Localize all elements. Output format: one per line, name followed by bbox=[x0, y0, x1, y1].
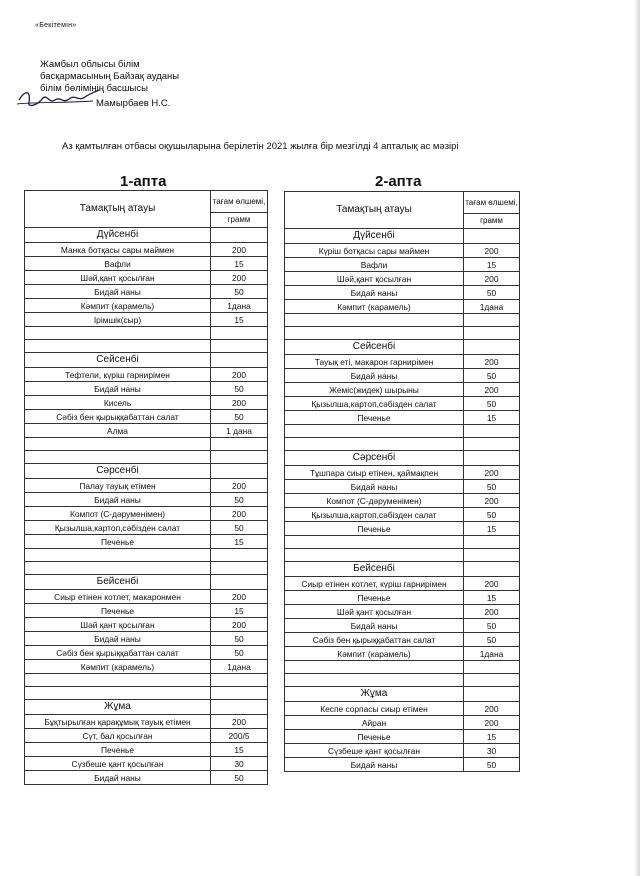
dish-name: Вафли bbox=[285, 258, 464, 272]
day-amount-empty bbox=[464, 562, 520, 577]
day-amount-empty bbox=[211, 700, 268, 715]
dish-amount: 50 bbox=[464, 369, 520, 383]
empty-cell bbox=[285, 661, 464, 674]
empty-cell bbox=[211, 438, 268, 451]
day-amount-empty bbox=[464, 340, 520, 355]
spacer-row bbox=[285, 549, 520, 562]
empty-cell bbox=[285, 549, 464, 562]
table-row bbox=[25, 743, 268, 757]
dish-amount: 200 bbox=[211, 479, 268, 493]
table-row bbox=[285, 619, 520, 633]
table-row bbox=[25, 493, 268, 507]
dish-name: Кәмпит (карамель) bbox=[285, 647, 464, 661]
signatory-line-1: Жамбыл облысы білім bbox=[40, 59, 140, 70]
week-2-title: 2-апта bbox=[375, 173, 422, 190]
table-row bbox=[25, 535, 268, 549]
day-amount-empty bbox=[211, 353, 268, 368]
dish-name: Печенье bbox=[285, 591, 464, 605]
table-row bbox=[25, 757, 268, 771]
dish-amount: 15 bbox=[464, 258, 520, 272]
dish-name: Кәмпит (карамель) bbox=[25, 299, 211, 313]
table-row bbox=[25, 604, 268, 618]
column-header-unit: тағам өлшемі, bbox=[464, 192, 520, 214]
dish-name: Кисель bbox=[25, 396, 211, 410]
dish-amount: 15 bbox=[211, 604, 268, 618]
table-row bbox=[285, 702, 520, 716]
table-row bbox=[25, 479, 268, 493]
dish-name: Сүзбеше қант қосылған bbox=[285, 744, 464, 758]
spacer-row bbox=[285, 536, 520, 549]
day-header-row bbox=[25, 575, 268, 590]
spacer-row bbox=[285, 327, 520, 340]
empty-cell bbox=[285, 536, 464, 549]
day-header-row bbox=[285, 451, 520, 466]
dish-amount: 50 bbox=[464, 758, 520, 772]
empty-cell bbox=[211, 451, 268, 464]
dish-name: Шәй,қант қосылған bbox=[285, 272, 464, 286]
table-row bbox=[285, 647, 520, 661]
approval-stamp: «Бекітемін» bbox=[35, 22, 77, 29]
column-header-gram: грамм bbox=[464, 214, 520, 229]
table-row bbox=[285, 258, 520, 272]
day-name: Дүйсенбі bbox=[25, 228, 211, 243]
empty-cell bbox=[464, 327, 520, 340]
dish-name: Кәмпит (карамель) bbox=[285, 300, 464, 314]
dish-amount: 200 bbox=[464, 355, 520, 369]
dish-name: Тұшпара сиыр етінен, қаймақпен bbox=[285, 466, 464, 480]
empty-cell bbox=[464, 425, 520, 438]
dish-amount: 1дана bbox=[464, 647, 520, 661]
dish-name: Печенье bbox=[25, 535, 211, 549]
table-row bbox=[25, 729, 268, 743]
scan-edge-shadow bbox=[634, 0, 640, 876]
dish-name: Қызылша,картоп,сәбізден салат bbox=[285, 397, 464, 411]
table-row bbox=[25, 660, 268, 674]
table-row bbox=[285, 716, 520, 730]
empty-cell bbox=[25, 674, 211, 687]
table-row bbox=[285, 272, 520, 286]
dish-name: Бидай наны bbox=[285, 758, 464, 772]
empty-cell bbox=[25, 562, 211, 575]
dish-amount: 200 bbox=[464, 577, 520, 591]
dish-name: Тауық еті, макарон гарнирімен bbox=[285, 355, 464, 369]
empty-cell bbox=[25, 451, 211, 464]
day-name: Сейсенбі bbox=[285, 340, 464, 355]
empty-cell bbox=[211, 562, 268, 575]
dish-name: Печенье bbox=[285, 730, 464, 744]
dish-name: Сәбіз бен қырыққабаттан салат bbox=[25, 646, 211, 660]
table-row bbox=[285, 494, 520, 508]
table-row bbox=[285, 730, 520, 744]
table-row bbox=[285, 411, 520, 425]
dish-name: Бұқтырылған қарақұмық тауық етімен bbox=[25, 715, 211, 729]
dish-amount: 50 bbox=[464, 633, 520, 647]
dish-name: Сиыр етінен котлет, күріш гарнирімен bbox=[285, 577, 464, 591]
dish-amount: 200 bbox=[464, 383, 520, 397]
table-row bbox=[285, 300, 520, 314]
table-row bbox=[25, 507, 268, 521]
table-row bbox=[285, 480, 520, 494]
spacer-row bbox=[285, 438, 520, 451]
dish-amount: 15 bbox=[464, 522, 520, 536]
table-row bbox=[25, 299, 268, 313]
table-row bbox=[285, 397, 520, 411]
dish-name: Печенье bbox=[285, 411, 464, 425]
table-row bbox=[25, 632, 268, 646]
empty-cell bbox=[464, 438, 520, 451]
empty-cell bbox=[285, 314, 464, 327]
dish-name: Сүт, бал қосылған bbox=[25, 729, 211, 743]
table-row bbox=[25, 257, 268, 271]
dish-name: Сиыр етінен котлет, макаронмен bbox=[25, 590, 211, 604]
dish-amount: 200 bbox=[211, 368, 268, 382]
table-row bbox=[285, 369, 520, 383]
dish-amount: 50 bbox=[211, 646, 268, 660]
dish-name: Сәбіз бен қырыққабаттан салат bbox=[25, 410, 211, 424]
table-row bbox=[25, 424, 268, 438]
dish-amount: 50 bbox=[211, 521, 268, 535]
dish-amount: 1дана bbox=[211, 299, 268, 313]
dish-name: Бидай наны bbox=[25, 285, 211, 299]
empty-cell bbox=[211, 674, 268, 687]
table-row bbox=[285, 744, 520, 758]
day-header-row bbox=[25, 228, 268, 243]
empty-cell bbox=[464, 674, 520, 687]
dish-amount: 200 bbox=[211, 243, 268, 257]
column-header-gram: грамм bbox=[211, 213, 268, 228]
dish-amount: 200 bbox=[211, 590, 268, 604]
dish-amount: 50 bbox=[464, 480, 520, 494]
table-row bbox=[285, 605, 520, 619]
day-header-row bbox=[285, 229, 520, 244]
dish-amount: 50 bbox=[464, 619, 520, 633]
signatory-line-3: білім бөлімінің басшысы bbox=[40, 83, 148, 94]
dish-amount: 50 bbox=[211, 410, 268, 424]
dish-amount: 1дана bbox=[464, 300, 520, 314]
day-amount-empty bbox=[211, 228, 268, 243]
dish-amount: 1 дана bbox=[211, 424, 268, 438]
dish-amount: 200 bbox=[464, 272, 520, 286]
empty-cell bbox=[25, 438, 211, 451]
table-row bbox=[285, 508, 520, 522]
day-amount-empty bbox=[464, 229, 520, 244]
spacer-row bbox=[25, 327, 268, 340]
dish-amount: 50 bbox=[211, 771, 268, 785]
dish-amount: 50 bbox=[211, 285, 268, 299]
empty-cell bbox=[285, 327, 464, 340]
dish-amount: 200 bbox=[464, 466, 520, 480]
table-row bbox=[285, 591, 520, 605]
dish-amount: 30 bbox=[211, 757, 268, 771]
table-row bbox=[25, 646, 268, 660]
empty-cell bbox=[211, 549, 268, 562]
empty-cell bbox=[464, 549, 520, 562]
day-name: Жұма bbox=[285, 687, 464, 702]
empty-cell bbox=[211, 687, 268, 700]
table-row bbox=[285, 244, 520, 258]
table-row bbox=[25, 410, 268, 424]
dish-amount: 15 bbox=[211, 535, 268, 549]
dish-name: Бидай наны bbox=[285, 369, 464, 383]
week-2-menu-table bbox=[284, 191, 520, 772]
table-row bbox=[285, 355, 520, 369]
day-header-row bbox=[285, 562, 520, 577]
table-row bbox=[25, 271, 268, 285]
dish-amount: 50 bbox=[464, 508, 520, 522]
day-name: Сейсенбі bbox=[25, 353, 211, 368]
dish-name: Сүзбеше қант қосылған bbox=[25, 757, 211, 771]
dish-amount: 200 bbox=[211, 507, 268, 521]
dish-name: Бидай наны bbox=[285, 619, 464, 633]
dish-amount: 200 bbox=[464, 716, 520, 730]
dish-amount: 15 bbox=[211, 743, 268, 757]
day-amount-empty bbox=[464, 451, 520, 466]
day-name: Бейсенбі bbox=[25, 575, 211, 590]
table-row bbox=[25, 396, 268, 410]
dish-amount: 15 bbox=[464, 411, 520, 425]
spacer-row bbox=[285, 674, 520, 687]
dish-amount: 200 bbox=[464, 605, 520, 619]
spacer-row bbox=[285, 661, 520, 674]
table-row bbox=[25, 521, 268, 535]
table-row bbox=[25, 590, 268, 604]
dish-name: Палау тауық етімен bbox=[25, 479, 211, 493]
handwritten-signature bbox=[15, 86, 105, 112]
empty-cell bbox=[25, 340, 211, 353]
spacer-row bbox=[25, 562, 268, 575]
dish-amount: 15 bbox=[464, 591, 520, 605]
column-header-name: Тамақтың атауы bbox=[285, 192, 464, 229]
table-row bbox=[25, 618, 268, 632]
dish-amount: 50 bbox=[211, 382, 268, 396]
dish-name: Бидай наны bbox=[25, 493, 211, 507]
day-header-row bbox=[285, 340, 520, 355]
dish-name: Бидай наны bbox=[285, 286, 464, 300]
dish-name: Жеміс(жидек) шырыны bbox=[285, 383, 464, 397]
dish-amount: 200 bbox=[211, 396, 268, 410]
empty-cell bbox=[464, 661, 520, 674]
dish-amount: 50 bbox=[211, 632, 268, 646]
dish-amount: 50 bbox=[211, 493, 268, 507]
dish-amount: 200 bbox=[211, 715, 268, 729]
dish-amount: 200 bbox=[464, 494, 520, 508]
dish-amount: 15 bbox=[211, 313, 268, 327]
dish-name: Ірімшік(сыр) bbox=[25, 313, 211, 327]
column-header-unit: тағам өлшемі, bbox=[211, 191, 268, 213]
table-row bbox=[25, 382, 268, 396]
dish-name: Компот (С-дәруменімен) bbox=[285, 494, 464, 508]
spacer-row bbox=[285, 314, 520, 327]
dish-name: Қызылша,картоп,сәбізден салат bbox=[25, 521, 211, 535]
document-title: Аз қамтылған отбасы оқушыларына берілетін 2021 жылға бір мезгілді 4 апталық ас мәзірі bbox=[62, 141, 459, 152]
dish-amount: 15 bbox=[211, 257, 268, 271]
table-row bbox=[25, 771, 268, 785]
empty-cell bbox=[464, 536, 520, 549]
day-header-row bbox=[25, 464, 268, 479]
dish-amount: 50 bbox=[464, 397, 520, 411]
column-header-name: Тамақтың атауы bbox=[25, 191, 211, 228]
spacer-row bbox=[25, 549, 268, 562]
day-header-row bbox=[285, 687, 520, 702]
empty-cell bbox=[464, 314, 520, 327]
dish-name: Кеспе сорпасы сиыр етімен bbox=[285, 702, 464, 716]
dish-name: Айран bbox=[285, 716, 464, 730]
day-header-row bbox=[25, 353, 268, 368]
empty-cell bbox=[25, 327, 211, 340]
dish-name: Тефтели, күріш гарнирімен bbox=[25, 368, 211, 382]
table-row bbox=[285, 466, 520, 480]
spacer-row bbox=[25, 451, 268, 464]
table-row bbox=[25, 368, 268, 382]
signatory-line-2: басқармасының Байзақ ауданы bbox=[40, 71, 180, 82]
dish-name: Печенье bbox=[285, 522, 464, 536]
table-row bbox=[25, 313, 268, 327]
signatory-name: Мамырбаев Н.С. bbox=[96, 98, 171, 109]
table-row bbox=[25, 243, 268, 257]
spacer-row bbox=[25, 340, 268, 353]
spacer-row bbox=[25, 438, 268, 451]
dish-amount: 200 bbox=[464, 702, 520, 716]
dish-name: Печенье bbox=[25, 604, 211, 618]
day-name: Сәрсенбі bbox=[285, 451, 464, 466]
empty-cell bbox=[285, 425, 464, 438]
day-amount-empty bbox=[464, 687, 520, 702]
empty-cell bbox=[25, 687, 211, 700]
week-1-title: 1-апта bbox=[120, 173, 167, 190]
table-row bbox=[285, 758, 520, 772]
day-name: Бейсенбі bbox=[285, 562, 464, 577]
dish-name: Бидай наны bbox=[25, 771, 211, 785]
dish-name: Күріш ботқасы сары маймен bbox=[285, 244, 464, 258]
day-name: Жұма bbox=[25, 700, 211, 715]
table-row bbox=[285, 577, 520, 591]
spacer-row bbox=[25, 674, 268, 687]
empty-cell bbox=[285, 674, 464, 687]
dish-name: Шәй,қант қосылған bbox=[25, 271, 211, 285]
dish-name: Бидай наны bbox=[25, 382, 211, 396]
dish-amount: 200 bbox=[211, 618, 268, 632]
table-row bbox=[25, 715, 268, 729]
empty-cell bbox=[25, 549, 211, 562]
dish-name: Қызылша,картоп,сәбізден салат bbox=[285, 508, 464, 522]
dish-amount: 30 bbox=[464, 744, 520, 758]
dish-amount: 200 bbox=[464, 244, 520, 258]
dish-name: Кәмпит (карамель) bbox=[25, 660, 211, 674]
table-row bbox=[285, 522, 520, 536]
dish-name: Бидай наны bbox=[25, 632, 211, 646]
dish-name: Алма bbox=[25, 424, 211, 438]
empty-cell bbox=[211, 340, 268, 353]
dish-name: Манка ботқасы сары маймен bbox=[25, 243, 211, 257]
day-amount-empty bbox=[211, 575, 268, 590]
dish-name: Шәй қант қосылған bbox=[285, 605, 464, 619]
dish-amount: 200/5 bbox=[211, 729, 268, 743]
spacer-row bbox=[25, 687, 268, 700]
dish-name: Вафли bbox=[25, 257, 211, 271]
dish-name: Бидай наны bbox=[285, 480, 464, 494]
table-row bbox=[285, 633, 520, 647]
week-1-menu-table bbox=[24, 190, 268, 785]
table-row bbox=[285, 286, 520, 300]
empty-cell bbox=[211, 327, 268, 340]
dish-name: Сәбіз бен қырыққабаттан салат bbox=[285, 633, 464, 647]
table-row bbox=[285, 383, 520, 397]
dish-amount: 15 bbox=[464, 730, 520, 744]
dish-name: Печенье bbox=[25, 743, 211, 757]
dish-amount: 1дана bbox=[211, 660, 268, 674]
day-name: Дүйсенбі bbox=[285, 229, 464, 244]
table-row bbox=[25, 285, 268, 299]
day-header-row bbox=[25, 700, 268, 715]
day-name: Сәрсенбі bbox=[25, 464, 211, 479]
empty-cell bbox=[285, 438, 464, 451]
dish-amount: 50 bbox=[464, 286, 520, 300]
spacer-row bbox=[285, 425, 520, 438]
dish-name: Компот (С-дәруменімен) bbox=[25, 507, 211, 521]
dish-amount: 200 bbox=[211, 271, 268, 285]
dish-name: Шәй қант қосылған bbox=[25, 618, 211, 632]
day-amount-empty bbox=[211, 464, 268, 479]
